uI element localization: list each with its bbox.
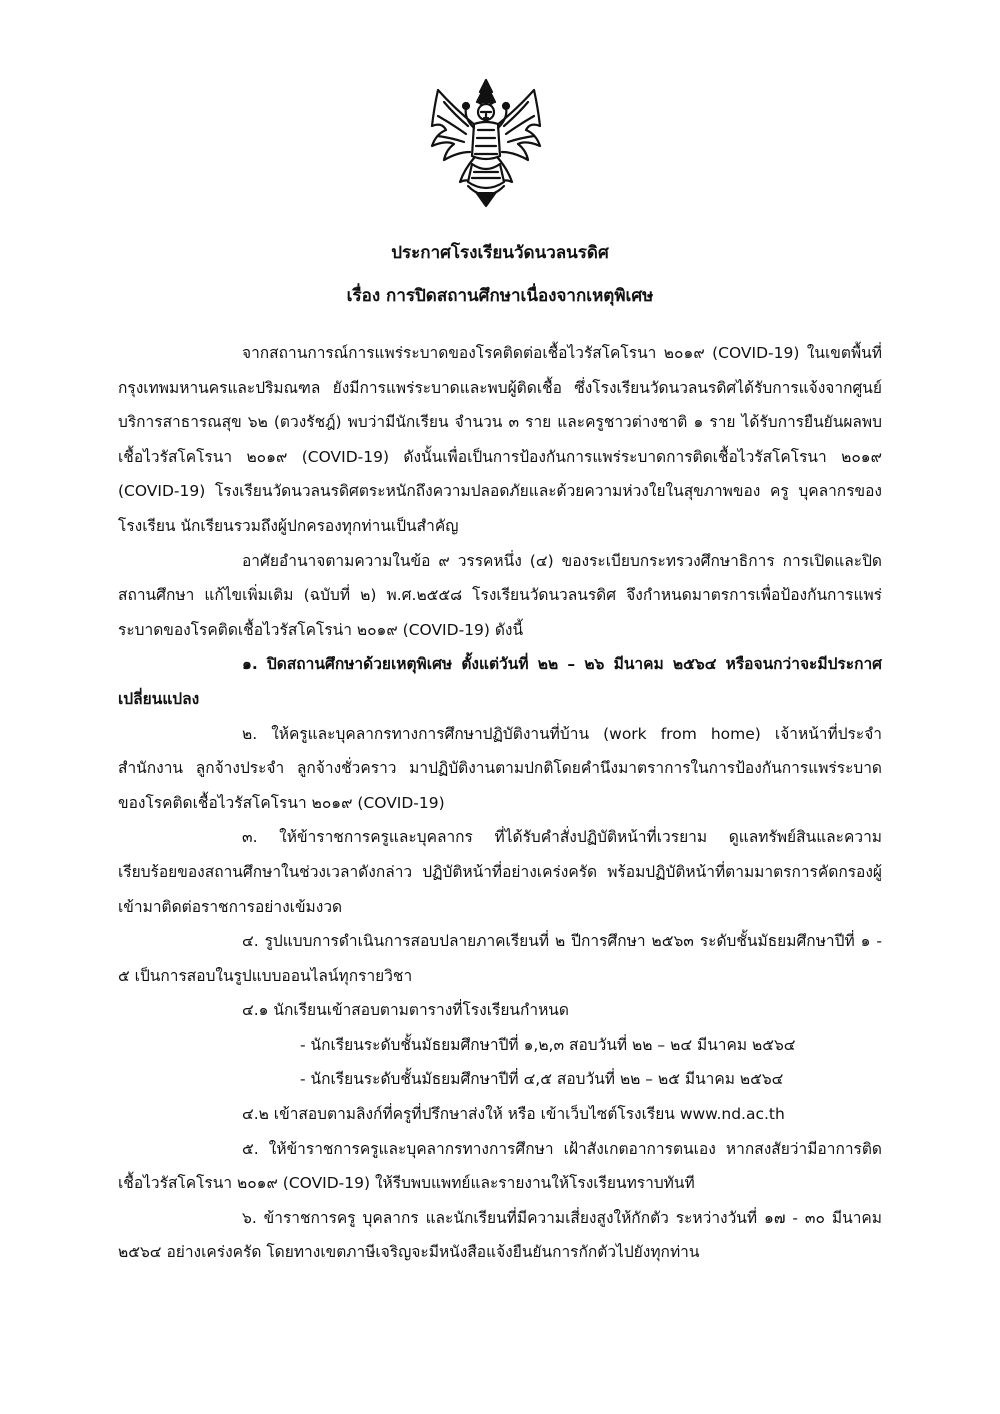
measure-item-4-1: ๔.๑ นักเรียนเข้าสอบตามตารางที่โรงเรียนกำหนด — [242, 1001, 569, 1020]
exam-schedule-grade-4-5: - นักเรียนระดับชั้นมัธยมศึกษาปีที่ ๔,๕ สอบวันที่ ๒๒ – ๒๕ มีนาคม ๒๕๖๔ — [300, 1070, 784, 1089]
page-title: ประกาศโรงเรียนวัดนวลนรดิศ — [391, 243, 609, 263]
announcement-body — [118, 336, 882, 1270]
page-subject: เรื่อง การปิดสถานศึกษาเนื่องจากเหตุพิเศษ — [346, 286, 654, 306]
measure-item-1: ๑. ปิดสถานศึกษาด้วยเหตุพิเศษ ตั้งแต่วันที่ ๒๒ – ๒๖ มีนาคม ๒๕๖๔ หรือจนกว่าจะมีประกาศเปลี่ยนแปลง — [118, 655, 882, 708]
measure-item-4-2: ๔.๒ เข้าสอบตามลิงก์ที่ครูที่ปรึกษาส่งให้ หรือ เข้าเว็บไซต์โรงเรียน www.nd.ac.th — [242, 1105, 785, 1124]
measure-item-4: ๔. รูปแบบการดำเนินการสอบปลายภาคเรียนที่ ๒ ปีการศึกษา ๒๕๖๓ ระดับชั้นมัธยมศึกษาปีที่ ๑ - ๕ เป็นการสอบในรูปแบบออนไลน์ทุกรายวิชา — [118, 932, 882, 985]
authority-paragraph: อาศัยอำนาจตามความในข้อ ๙ วรรคหนึ่ง (๔) ของระเบียบกระทรวงศึกษาธิการ การเปิดและปิดสถานศึกษา แก้ไขเพิ่มเติม (ฉบับที่ ๒) พ.ศ.๒๕๕๘ โรงเรียนวัดนวลนรดิศ จึงกำหนดมาตรการเพื่อป้องกันการแพร่ระบาดของโรคติดเชื้อไวรัสโคโรน่า ๒๐๑๙ (COVID-19) ดังนี้ — [118, 551, 882, 639]
intro-paragraph: จากสถานการณ์การแพร่ระบาดของโรคติดต่อเชื้อไวรัสโคโรนา ๒๐๑๙ (COVID-19) ในเขตพื้นที่กรุงเทพมหานครและปริมณฑล ยังมีการแพร่ระบาดและพบผู้ติดเชื้อ ซึ่งโรงเรียนวัดนวลนรดิศได้รับการแจ้งจากศูนย์บริการสาธารณสุข ๖๒ (ตวงรัชฎ์) พบว่ามีนักเรียน จำนวน ๓ ราย และครูชาวต่างชาติ ๑ ราย ได้รับการยืนยันผลพบเชื้อไวรัสโคโรนา ๒๐๑๙ (COVID-19) ดังนั้นเพื่อเป็นการป้องกันการแพร่ระบาดการติดเชื้อไวรัสโคโรนา ๒๐๑๙ (COVID-19) โรงเรียนวัดนวลนรดิศตระหนักถึงความปลอดภัยและด้วยความห่วงใยในสุขภาพของ ครู บุคลากรของโรงเรียน นักเรียนรวมถึงผู้ปกครองทุกท่านเป็นสำคัญ — [118, 344, 882, 535]
measure-item-3: ๓. ให้ข้าราชการครูและบุคลากร ที่ได้รับคำสั่งปฏิบัติหน้าที่เวรยาม ดูแลทรัพย์สินและความเรียบร้อยของสถานศึกษาในช่วงเวลาดังกล่าว ปฏิบัติหน้าที่อย่างเคร่งครัด พร้อมปฏิบัติหน้าที่ตามมาตรการคัดกรองผู้เข้ามาติดต่อราชการอย่างเข้มงวด — [118, 828, 882, 916]
measure-item-2: ๒. ให้ครูและบุคลากรทางการศึกษาปฏิบัติงานที่บ้าน (work from home) เจ้าหน้าที่ประจำสำนักงาน ลูกจ้างประจำ ลูกจ้างชั่วคราว มาปฏิบัติงานตามปกติโดยคำนึงมาตราการในการป้องกันการแพร่ระบาดของโรคติดเชื้อไวรัสโคโรนา ๒๐๑๙ (COVID-19) — [118, 724, 882, 812]
exam-schedule-grade-1-3: - นักเรียนระดับชั้นมัธยมศึกษาปีที่ ๑,๒,๓ สอบวันที่ ๒๒ – ๒๔ มีนาคม ๒๕๖๔ — [300, 1035, 796, 1054]
measure-item-5: ๕. ให้ข้าราชการครูและบุคลากรทางการศึกษา เฝ้าสังเกตอาการตนเอง หากสงสัยว่ามีอาการติดเชื้อไวรัสโคโรนา ๒๐๑๙ (COVID-19) ให้รีบพบแพทย์และรายงานให้โรงเรียนทราบทันที — [118, 1139, 882, 1193]
garuda-emblem-icon — [424, 78, 548, 208]
measure-item-6: ๖. ข้าราชการครู บุคลากร และนักเรียนที่มีความเสี่ยงสูงให้กักตัว ระหว่างวันที่ ๑๗ - ๓๐ มีนาคม ๒๕๖๔ อย่างเคร่งครัด โดยทางเขตภาษีเจริญจะมีหนังสือแจ้งยืนยันการกักตัวไปยังทุกท่าน — [118, 1208, 882, 1262]
